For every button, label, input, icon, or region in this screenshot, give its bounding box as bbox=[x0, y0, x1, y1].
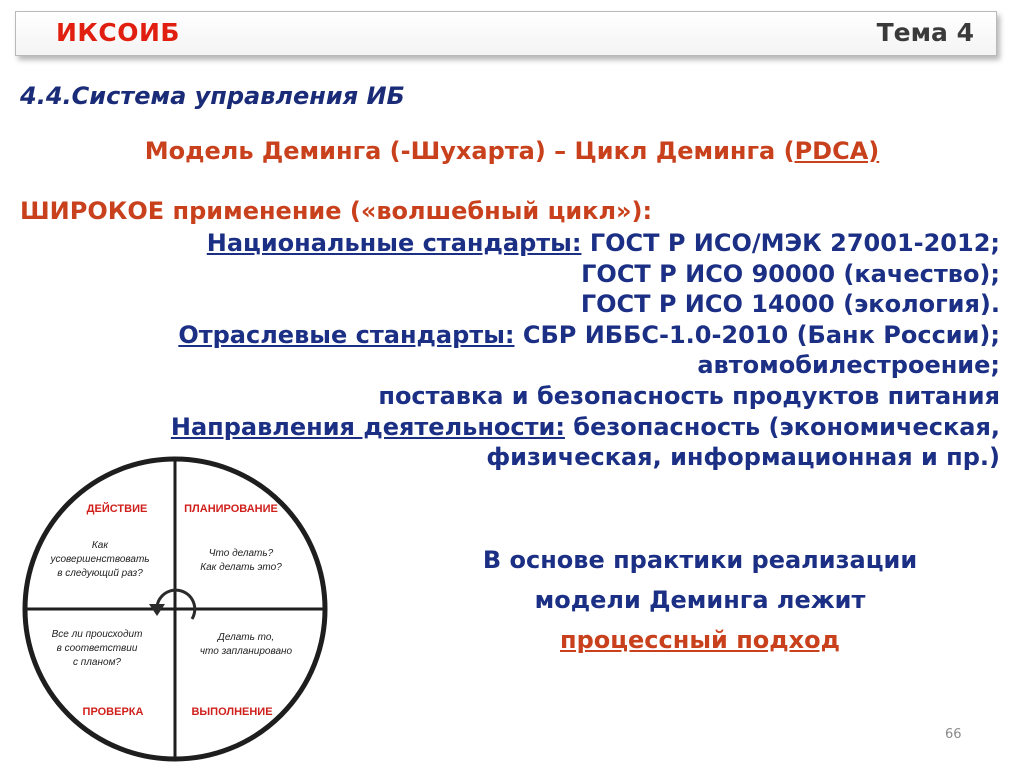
national-standards-line bbox=[100, 228, 1000, 259]
plan-label: ПЛАНИРОВАНИЕ bbox=[184, 503, 278, 515]
course-code: ИКСОИБ bbox=[56, 18, 180, 47]
do-text-1: Делать то, bbox=[217, 632, 275, 643]
process-approach: процессный подход bbox=[559, 626, 841, 654]
plan-text-1: Что делать? bbox=[208, 548, 274, 559]
act-text-1: Как bbox=[91, 540, 109, 551]
pdca-abbr: PDCA) bbox=[794, 137, 880, 165]
act-text-2: усовершенствовать bbox=[50, 554, 150, 565]
national-item-1: ГОСТ Р ИСО/МЭК 27001-2012; bbox=[581, 229, 1000, 257]
check-text-3: с планом? bbox=[73, 657, 121, 668]
model-title-text: Модель Деминга (-Шухарта) – Цикл Деминга ( bbox=[144, 137, 795, 165]
check-label: ПРОВЕРКА bbox=[82, 706, 144, 718]
activity-item-2: физическая, информационная и пр.) bbox=[486, 443, 1000, 472]
activity-item-1: безопасность (экономическая, bbox=[564, 412, 1000, 441]
activity-line bbox=[100, 412, 1000, 443]
topic-label: Тема 4 bbox=[876, 18, 974, 47]
industry-standards-line bbox=[100, 320, 1000, 351]
activity-label: Направления деятельности: bbox=[170, 412, 565, 441]
pdca-cycle-diagram bbox=[16, 456, 334, 766]
industry-item-3: поставка и безопасность продуктов питания bbox=[378, 381, 1000, 410]
practice-line-2: модели Деминга лежит bbox=[534, 586, 866, 614]
act-label: ДЕЙСТВИЕ bbox=[86, 503, 148, 515]
standards-list bbox=[100, 228, 1000, 473]
check-text-1: Все ли происходит bbox=[51, 629, 143, 640]
check-text-2: в соответствии bbox=[56, 643, 138, 654]
plan-text-2: Как делать это? bbox=[200, 562, 282, 573]
model-title bbox=[0, 137, 1024, 165]
practice-line-1: В основе практики реализации bbox=[482, 546, 918, 574]
do-text-2: что запланировано bbox=[199, 646, 293, 657]
act-text-3: в следующий раз? bbox=[57, 568, 143, 579]
wide-usage-heading: ШИРОКОЕ применение («волшебный цикл»): bbox=[20, 197, 653, 225]
section-title: 4.4.Система управления ИБ bbox=[20, 82, 405, 110]
industry-item-2: автомобилестроение; bbox=[697, 351, 1000, 380]
national-item-3: ГОСТ Р ИСО 14000 (экология). bbox=[580, 290, 1000, 319]
national-item-2: ГОСТ Р ИСО 90000 (качество); bbox=[581, 259, 1000, 288]
do-label: ВЫПОЛНЕНИЕ bbox=[191, 706, 273, 718]
page-number: 66 bbox=[945, 727, 962, 742]
industry-label: Отраслевые стандарты: bbox=[178, 320, 515, 349]
national-label: Национальные стандарты: bbox=[206, 229, 582, 257]
header-bar bbox=[15, 11, 997, 56]
industry-item-1: СБР ИББС-1.0-2010 (Банк России); bbox=[514, 320, 1000, 349]
practice-statement bbox=[420, 540, 980, 660]
